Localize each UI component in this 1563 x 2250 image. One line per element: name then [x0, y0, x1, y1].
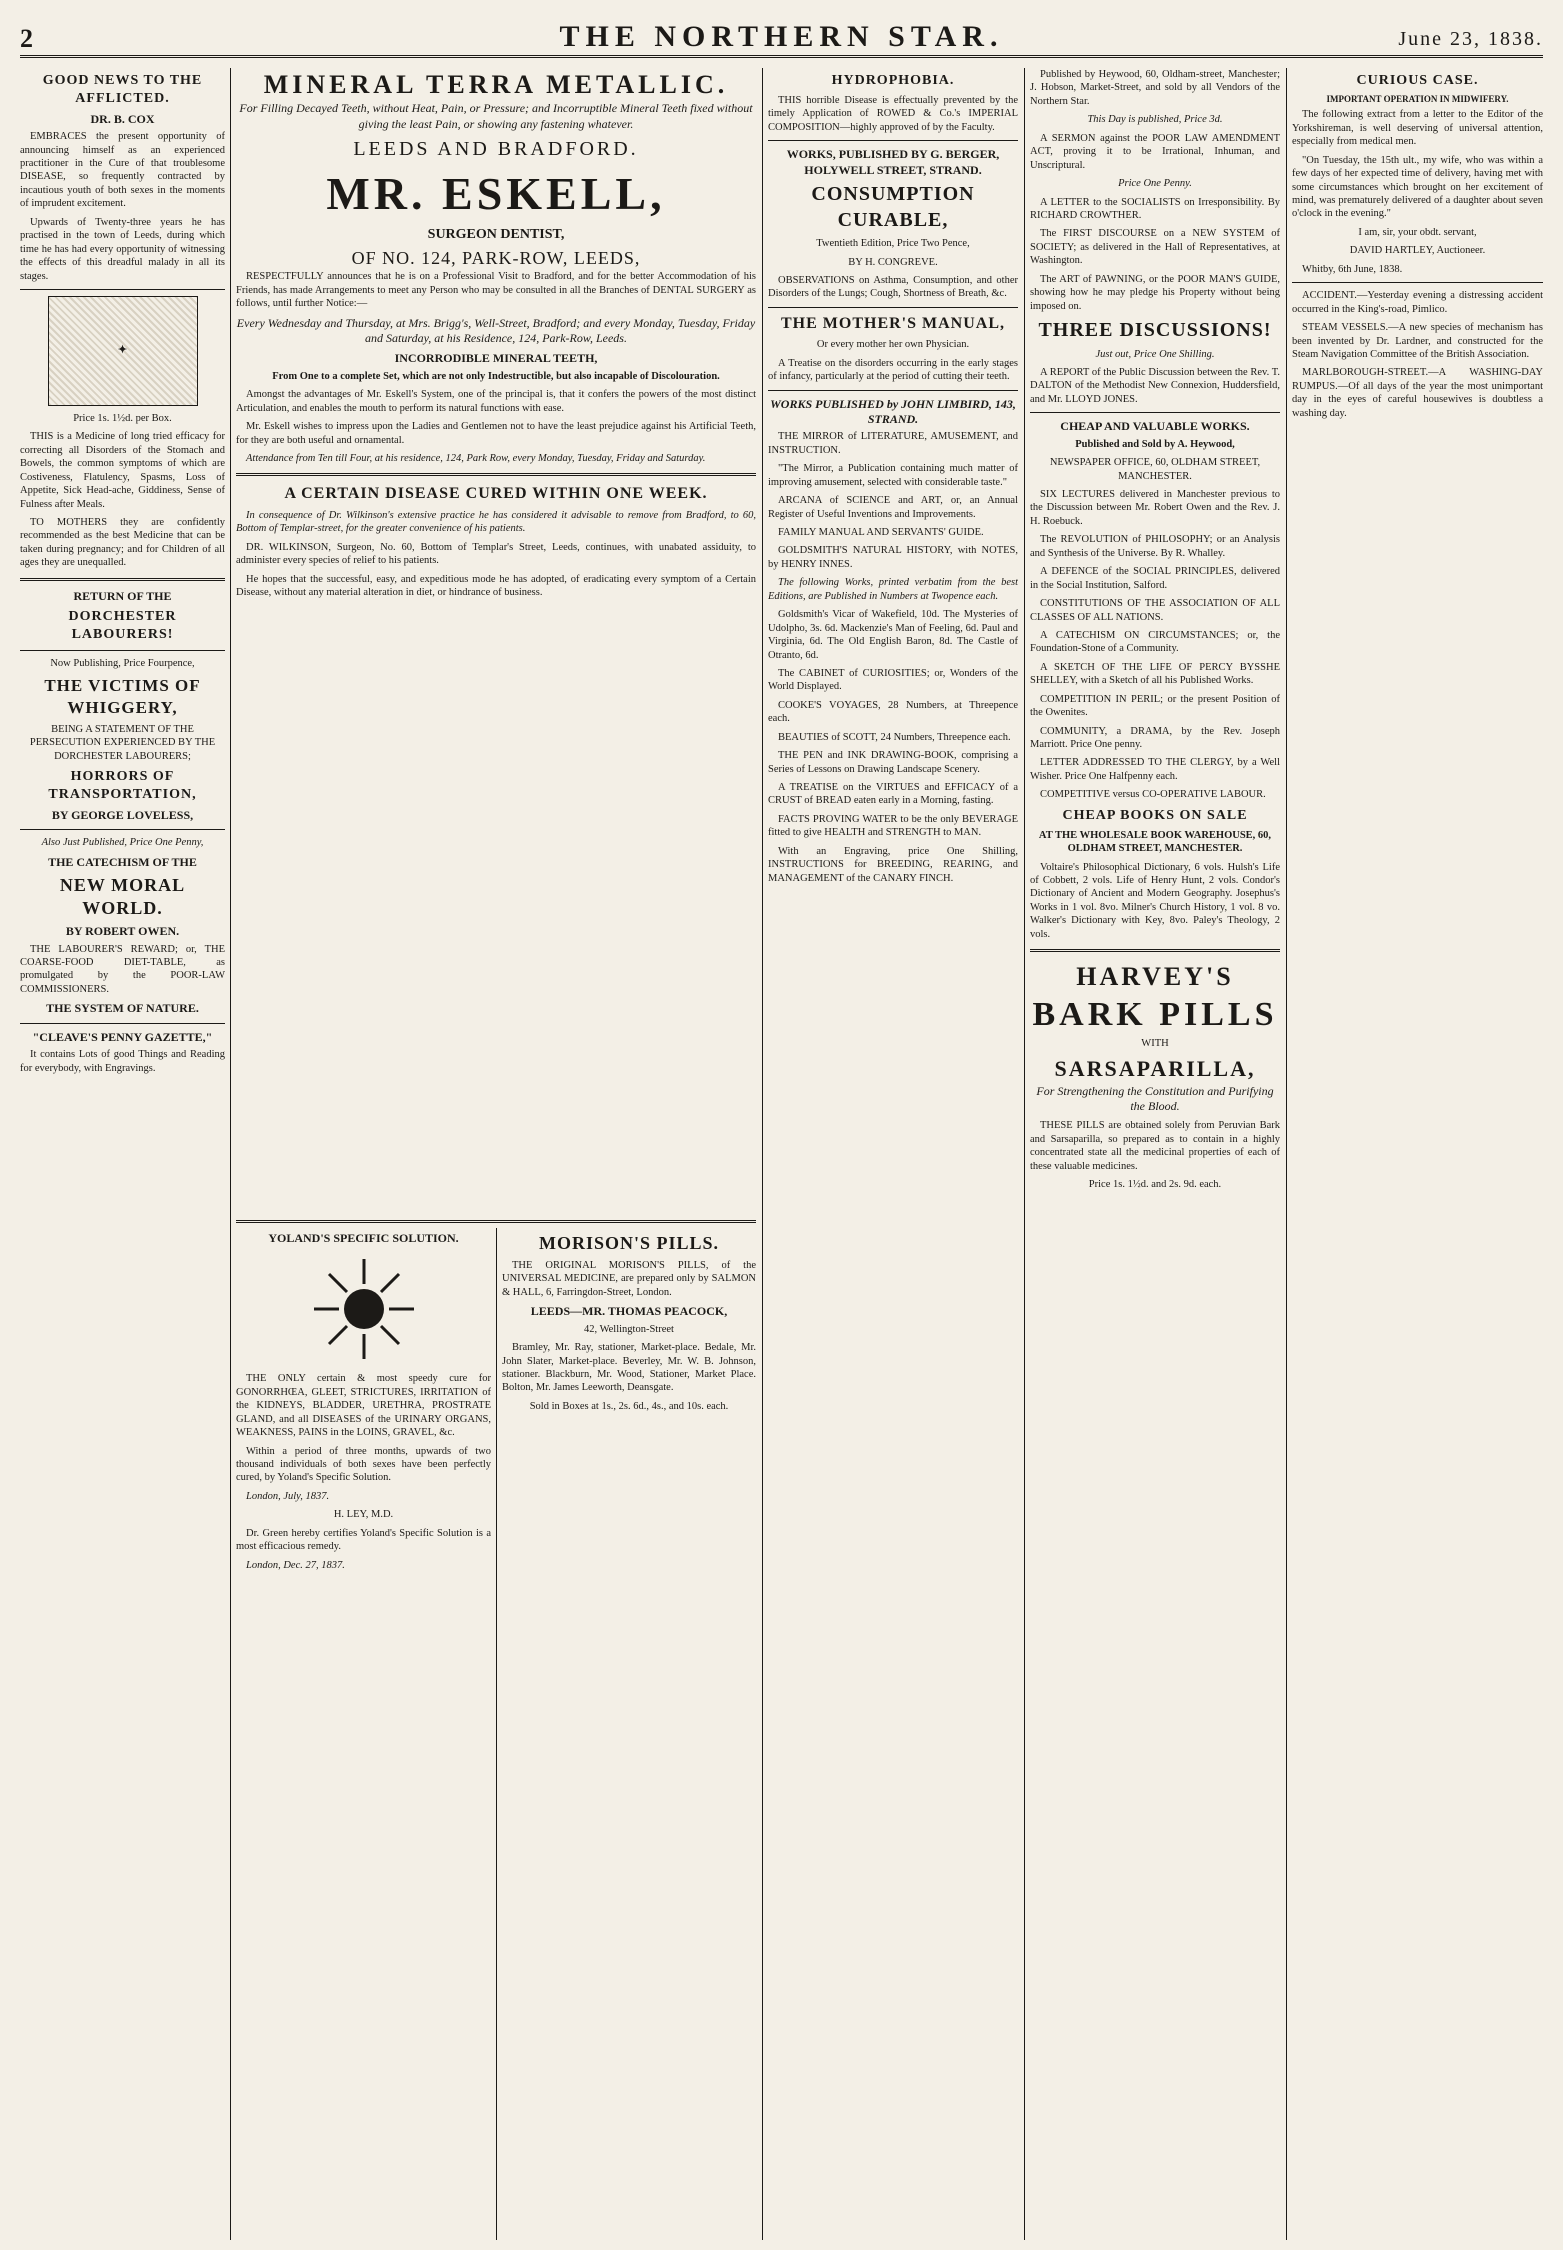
mineral-terra-title: MINERAL TERRA METALLIC. — [263, 70, 729, 99]
yoland-date: London, July, 1837. — [246, 1490, 330, 1502]
cheap-works-office: NEWSPAPER OFFICE, 60, OLDHAM STREET, MANCHESTER. — [1049, 457, 1261, 482]
family-manual: FAMILY MANUAL AND SERVANTS' GUIDE. — [778, 527, 984, 538]
column-separator — [1286, 68, 1287, 2240]
pills-para-1: THIS is a Medicine of long tried efficacy for correcting all Disorders of the Stomach and Bowels, the common symptoms of which are Costiveness, Flatulency, Spasms, Loss of Appetite, Sick Head-ache, Giddiness, Sense of Fulness after Meals. — [20, 431, 225, 510]
letter-socialists: A LETTER to the SOCIALISTS on Irresponsibility. By RICHARD CROWTHER. — [1030, 196, 1280, 221]
divider — [236, 473, 756, 476]
sunburst-icon — [309, 1254, 419, 1364]
sarsaparilla-title: SARSAPARILLA, — [1054, 1056, 1256, 1082]
crust-treatise: A TREATISE on the VIRTUES and EFFICACY of a CRUST of BREAD eaten early in a Morning, fasting. — [768, 782, 1018, 807]
cox-para-2: Upwards of Twenty-three years he has practised in the town of Leeds, during which time he has had every opportunity of witnessing the effects of this dreadful malady in all its stages. — [20, 216, 225, 282]
revolution-philosophy: The REVOLUTION of PHILOSOPHY; or an Analysis and Synthesis of the Universe. By R. Whalley. — [1030, 534, 1280, 559]
loveless-author: BY GEORGE LOVELESS, — [51, 808, 194, 823]
berger-works-title: WORKS, PUBLISHED BY G. BERGER, HOLYWELL STREET, STRAND. — [786, 147, 1000, 177]
dorchester-title: DORCHESTER LABOURERS! — [68, 609, 177, 643]
divider — [236, 1220, 756, 1223]
mirror-title: THE MIRROR of LITERATURE, AMUSEMENT, and INSTRUCTION. — [768, 431, 1018, 456]
pill-caption: Price 1s. 1½d. per Box. — [73, 412, 172, 424]
certain-disease-title: A CERTAIN DISEASE CURED WITHIN ONE WEEK. — [284, 485, 708, 503]
art-of-pawning: The ART of PAWNING, or the POOR MAN'S GUIDE, showing how he may pledge his Property without being imposed on. — [1030, 273, 1280, 312]
mirror-para: "The Mirror, a Publication containing much matter of improving amusement, selected with considerable taste." — [768, 463, 1018, 488]
yoland-para: Within a period of three months, upwards of two thousand individuals of both sexes have been perfectly cured, by Yoland's Specific Solution. — [236, 1445, 491, 1484]
competitive-labour: COMPETITIVE versus CO-OPERATIVE LABOUR. — [1040, 789, 1266, 801]
morison-price: Sold in Boxes at 1s., 2s. 6d., 4s., and 10s. each. — [529, 1400, 729, 1412]
disease-intro: In consequence of Dr. Wilkinson's extensive practice he has considered it advisable to remove from Bradford, to 60, Bottom of Templar-street, for the greater convenience of his patients. — [236, 509, 756, 535]
column-2c — [502, 1228, 756, 2240]
arcana-para: ARCANA of SCIENCE and ART, or, an Annual Register of Useful Inventions and Improvements. — [768, 495, 1018, 520]
yoland-para-2: Dr. Green hereby certifies Yoland's Specific Solution is a most efficacious remedy. — [236, 1527, 491, 1553]
three-discussions-sub: Just out, Price One Shilling. — [1095, 348, 1215, 360]
divider — [20, 650, 225, 651]
page-number: 2 — [20, 24, 33, 53]
gazette-note: It contains Lots of good Things and Reading for everybody, with Engravings. — [20, 1049, 225, 1074]
shelley-sketch: A SKETCH OF THE LIFE OF PERCY BYSSHE SHELLEY, with a Sketch of all his Published Works. — [1030, 661, 1280, 687]
hydrophobia-para: THIS horrible Disease is effectually prevented by the timely Application of ROWED & Co.'s IMPERIAL COMPOSITION—highly approved of by the Faculty. — [768, 94, 1018, 133]
book-list: Voltaire's Philosophical Dictionary, 6 vols. Hulsh's Life of Cobbett, 2 vols. Life of Henry Hunt, 2 vols. Condor's Dictionary of Ancient and Modern Geography. Josephus's Works in 1 vol. 8vo. Milner's Church History, 1 vol. 8 vo. Walker's Dictionary with Key, 8vo. Paley's Theology, 2 vols. — [1030, 861, 1280, 940]
signed-place: Whitby, 6th June, 1838. — [1302, 263, 1403, 275]
cox-para-1: EMBRACES the present opportunity of announcing himself as an experienced practitioner in the Cure of that troublesome DISEASE, so frequently contracted by incautious youth of both sexes in the moments of imprudent excitement. — [20, 131, 225, 210]
divider — [768, 307, 1018, 308]
eskell-address: OF NO. 124, PARK-ROW, LEEDS, — [351, 248, 641, 269]
heywood-publisher: Published by Heywood, 60, Oldham-street, Manchester; J. Hobson, Market-Street, and sold by all Vendors of the Northern Star. — [1030, 69, 1280, 107]
column-2b — [236, 1228, 491, 2240]
newspaper-title: THE NORTHERN STAR. — [559, 20, 1004, 53]
disease-para-1: DR. WILKINSON, Surgeon, No. 60, Bottom of Templar's Street, Leeds, continues, with unabated assiduity, to administer every species of relief to his patients. — [236, 541, 756, 567]
divider — [768, 390, 1018, 391]
hydrophobia-title: HYDROPHOBIA. — [831, 73, 955, 88]
accident-para: ACCIDENT.—Yesterday evening a distressing accident occurred in the King's-road, Pimlico. — [1292, 290, 1543, 315]
cabinet-curiosities: The CABINET of CURIOSITIES; or, Wonders of the World Displayed. — [768, 667, 1018, 693]
pills-para-2: TO MOTHERS they are confidently recommended as the best Medicine that can be taken during pregnancy; and for Children of all ages they are unequalled. — [20, 517, 225, 569]
signed-name: DAVID HARTLEY, Auctioneer. — [1349, 245, 1486, 257]
consumption-author: BY H. CONGREVE. — [848, 256, 938, 268]
competition-peril: COMPETITION IN PERIL; or the present Position of the Owenites. — [1030, 693, 1280, 719]
first-discourse: The FIRST DISCOURSE on a NEW SYSTEM of SOCIETY; as delivered in the Hall of Representatives, at Washington. — [1030, 228, 1280, 267]
canary-instructions: With an Engraving, price One Shilling, INSTRUCTIONS for BREEDING, REARING, and MANAGEMENT of the CANARY FINCH. — [768, 845, 1018, 884]
eskell-days: Every Wednesday and Thursday, at Mrs. Brigg's, Well-Street, Bradford; and every Monday, Tuesday, Friday and Saturday, at his Residence, 124, Park-Row, Leeds. — [236, 315, 756, 346]
column-separator — [230, 68, 231, 2240]
eskell-attendance: Attendance from Ten till Four, at his residence, 124, Park Row, every Monday, Tuesday, Friday and Saturday. — [246, 452, 706, 464]
column-3 — [768, 68, 1018, 2240]
column-separator — [496, 1228, 497, 2240]
yoland-cure-text: THE ONLY certain & most speedy cure for GONORRHŒA, GLEET, STRICTURES, IRRITATION of the KIDNEYS, BLADDER, URETHRA, PROSTRATE GLAND, and all DISEASES of the URINARY ORGANS, WEAKNESS, PAINS in the LOINS, GRAVEL, &c. — [236, 1373, 491, 1439]
limbird-title: WORKS PUBLISHED by JOHN LIMBIRD, 143, STRAND. — [770, 396, 1016, 427]
column-4 — [1030, 68, 1280, 2240]
issue-date: June 23, 1838. — [1398, 28, 1543, 50]
harveys-title: HARVEY'S — [1076, 962, 1234, 992]
novel-list: Goldsmith's Vicar of Wakefield, 10d. The Mysteries of Udolpho, 3s. 6d. Mackenzie's Man of Feeling, 6d. Paul and Virginia, 6d. The Old English Baron, 8d. The Castle of Otranto, 6d. — [768, 609, 1018, 661]
publishing-note: Now Publishing, Price Fourpence, — [50, 657, 195, 669]
letter-clergy: LETTER ADDRESSED TO THE CLERGY, by a Well Wisher. Price One Halfpenny each. — [1030, 757, 1280, 782]
community-drama: COMMUNITY, a DRAMA, by the Rev. Joseph Marriott. Price One penny. — [1030, 725, 1280, 751]
sermon-para: A SERMON against the POOR LAW AMENDMENT ACT, proving it to be Irrational, Inhuman, and Unscriptural. — [1030, 132, 1280, 171]
six-lectures: SIX LECTURES delivered in Manchester previous to the Discussion between Mr. Robert Owen and the Rev. J. H. Roebuck. — [1030, 489, 1280, 527]
divider — [20, 578, 225, 581]
pill-box-illustration — [48, 296, 198, 406]
eskell-para-1: RESPECTFULLY announces that he is on a Professional Visit to Bradford, and for the better Accommodation of his Friends, has made Arrangements to meet any Person who may be consulted in all the Branches of DENTAL SURGERY as follows, until further Notice:— — [236, 271, 756, 310]
good-news-heading: GOOD NEWS TO THE AFFLICTED. — [42, 73, 203, 106]
water-facts: FACTS PROVING WATER to be the only BEVERAGE fitted to give HEALTH and STRENGTH to MAN. — [768, 813, 1018, 839]
three-discussions-para: A REPORT of the Public Discussion between the Rev. T. DALTON of the Methodist New Connexion, Huddersfield, and Mr. LLOYD JONES. — [1030, 367, 1280, 405]
catechism-note: Also Just Published, Price One Penny, — [41, 837, 204, 849]
eskell-para-3: Mr. Eskell wishes to impress upon the Ladies and Gentlemen not to have the least prejudice against his Artificial Teeth, for they are both useful and ornamental. — [236, 421, 756, 446]
yoland-date-2: London, Dec. 27, 1837. — [246, 1559, 345, 1571]
return-title: RETURN OF THE — [73, 588, 172, 603]
mothers-para: A Treatise on the disorders occurring in the early stages of infancy, particularly at the period of cutting their teeth. — [768, 357, 1018, 383]
column-separator — [762, 68, 763, 2240]
surgeon-dentist: SURGEON DENTIST, — [427, 227, 565, 243]
divider — [20, 289, 225, 290]
incorrodible-title: INCORRODIBLE MINERAL TEETH, — [394, 351, 598, 366]
signed-line: I am, sir, your obdt. servant, — [1358, 226, 1477, 238]
divider — [1030, 949, 1280, 952]
constitutions: CONSTITUTIONS OF THE ASSOCIATION OF ALL CLASSES OF ALL NATIONS. — [1030, 598, 1280, 623]
cheap-books-title: CHEAP BOOKS ON SALE — [1062, 807, 1248, 823]
this-day-note: This Day is published, Price 3d. — [1087, 114, 1223, 126]
three-discussions-title: THREE DISCUSSIONS! — [1038, 319, 1272, 341]
consumption-title: CONSUMPTION CURABLE, — [811, 182, 975, 231]
mothers-manual-title: THE MOTHER'S MANUAL, — [780, 314, 1005, 332]
divider — [20, 829, 225, 830]
goldsmith-natural-history: GOLDSMITH'S NATURAL HISTORY, with NOTES, by HENRY INNES. — [768, 545, 1018, 570]
new-moral-world-title: NEW MORAL WORLD. — [59, 875, 186, 919]
morison-agents: LEEDS—MR. THOMAS PEACOCK, — [530, 1304, 728, 1319]
yoland-seal-illustration — [309, 1254, 419, 1364]
curious-case-title: CURIOUS CASE. — [1356, 73, 1479, 88]
beauties-scott: BEAUTIES of SCOTT, 24 Numbers, Threepence each. — [778, 731, 1011, 743]
cleaves-gazette: "CLEAVE'S PENNY GAZETTE," — [32, 1029, 213, 1044]
warehouse-address: AT THE WHOLESALE BOOK WAREHOUSE, 60, OLDHAM STREET, MANCHESTER. — [1038, 829, 1272, 855]
column-2-top — [236, 68, 756, 1220]
yoland-sign: H. LEY, M.D. — [333, 1509, 394, 1521]
defence-social: A DEFENCE of the SOCIAL PRINCIPLES, delivered in the Social Institution, Salford. — [1030, 566, 1280, 591]
sarsaparilla-sub: For Strengthening the Constitution and Purifying the Blood. — [1036, 1083, 1274, 1113]
consumption-sub: Twentieth Edition, Price Two Pence, — [816, 238, 970, 250]
pill-box-icon: ✦ — [117, 343, 128, 356]
victims-subtitle: BEING A STATEMENT OF THE PERSECUTION EXPERIENCED BY THE DORCHESTER LABOURERS; — [29, 723, 216, 762]
with-label: WITH — [1141, 1037, 1169, 1049]
column-separator — [1024, 68, 1025, 2240]
pen-ink-drawing: THE PEN and INK DRAWING-BOOK, comprising a Series of Lessons on Drawing Landscape Scenery. — [768, 750, 1018, 775]
eskell-name: MR. ESKELL, — [326, 167, 666, 219]
incorrodible-sub: From One to a complete Set, which are not only Indestructible, but also incapable of Discolouration. — [272, 370, 720, 382]
curious-para-1: The following extract from a letter to the Editor of the Yorkshireman, is well deserving of universal attention, especially from medical men. — [1292, 109, 1543, 148]
sarsaparilla-price: Price 1s. 1½d. and 2s. 9d. each. — [1088, 1179, 1222, 1191]
eskell-para-2: Amongst the advantages of Mr. Eskell's System, one of the principal is, that it confers the powers of the most distinct Articulation, and enables the mouth to perform its natural functions with ease. — [236, 389, 756, 414]
cheap-works-sub: Published and Sold by A. Heywood, — [1075, 438, 1235, 450]
column-1 — [20, 68, 225, 2240]
divider — [1030, 412, 1280, 413]
owen-author: BY ROBERT OWEN. — [65, 924, 180, 939]
system-of-nature: THE SYSTEM OF NATURE. — [46, 1001, 199, 1016]
morison-list: Bramley, Mr. Ray, stationer, Market-place. Bedale, Mr. John Slater, Market-place. Beverley, Mr. W. B. Johnson, stationer. Blackburn, Mr. Wood, Stationer, Market Place. Bolton, Mr. James Leeworth, Deansgate. — [502, 1342, 756, 1394]
curious-case-sub: IMPORTANT OPERATION IN MIDWIFERY. — [1326, 93, 1509, 104]
cooke-voyages: COOKE'S VOYAGES, 28 Numbers, at Threepence each. — [768, 699, 1018, 725]
morison-agents-sub: 42, Wellington-Street — [584, 1323, 674, 1335]
bark-pills-title: BARK PILLS — [1032, 996, 1278, 1034]
sarsaparilla-para: THESE PILLS are obtained solely from Peruvian Bark and Sarsaparilla, so prepared as to contain in a highly concentrated state all the medicinal properties of each of these valuable medicines. — [1030, 1120, 1280, 1172]
steam-vessels-para: STEAM VESSELS.—A new species of mechanism has been invented by Dr. Lardner, and constructed for the Steam Navigation Committee of the British Association. — [1292, 322, 1543, 360]
mothers-sub: Or every mother her own Physician. — [816, 339, 970, 351]
morison-para: THE ORIGINAL MORISON'S PILLS, of the UNIVERSAL MEDICINE, are prepared only by SALMON & HALL, 6, Farringdon-Street, London. — [502, 1260, 756, 1298]
mineral-subtitle: For Filling Decayed Teeth, without Heat, Pain, or Pressure; and Incorruptible Mineral Teeth fixed without giving the least Pain, or showing any fastening whatever. — [239, 101, 753, 131]
marlborough-street-para: MARLBOROUGH-STREET.—A WASHING-DAY RUMPUS.—Of all days of the year the most unimportant day in the eyes of careful housewives is doubtless a washing day. — [1292, 367, 1543, 419]
curious-para-2: "On Tuesday, the 15th ult., my wife, who was within a few days of her expected time of delivery, having met with some circumstances which brought on her excitement of mind, was prematurely delivered of a daughter about seven o'clock in the evening." — [1292, 154, 1543, 220]
consumption-para: OBSERVATIONS on Asthma, Consumption, and other Disorders of the Lungs; Cough, Shortness of Breath, &c. — [768, 275, 1018, 300]
yoland-title: YOLAND'S SPECIFIC SOLUTION. — [268, 1231, 459, 1245]
morison-title: MORISON'S PILLS. — [538, 1233, 720, 1253]
divider — [20, 1023, 225, 1024]
leeds-bradford-title: LEEDS AND BRADFORD. — [353, 137, 639, 160]
masthead — [20, 10, 1543, 58]
novels-note: The following Works, printed verbatim from the best Editions, are Published in Numbers at Twopence each. — [768, 577, 1018, 602]
divider — [1292, 282, 1543, 283]
victims-title: THE VICTIMS OF WHIGGERY, — [44, 676, 201, 718]
price-penny: Price One Penny. — [1118, 178, 1192, 190]
labourers-reward: THE LABOURER'S REWARD; or, THE COARSE-FOOD DIET-TABLE, as promulgated by the POOR-LAW COMMISSIONERS. — [20, 943, 225, 995]
cheap-works-title: CHEAP AND VALUABLE WORKS. — [1060, 419, 1250, 434]
divider — [768, 140, 1018, 141]
column-5 — [1292, 68, 1543, 2240]
disease-para-2: He hopes that the successful, easy, and expeditious mode he has adopted, of eradicating every symptom of a Certain Disease, without any material alteration in diet, or hindrance of business. — [236, 573, 756, 599]
dr-cox-byline: DR. B. COX — [90, 111, 155, 126]
catechism-title: THE CATECHISM OF THE — [48, 854, 197, 869]
horrors-title: HORRORS OF TRANSPORTATION, — [48, 769, 197, 803]
catechism-circumstances: A CATECHISM ON CIRCUMSTANCES; or, the Foundation-Stone of a Community. — [1030, 629, 1280, 655]
